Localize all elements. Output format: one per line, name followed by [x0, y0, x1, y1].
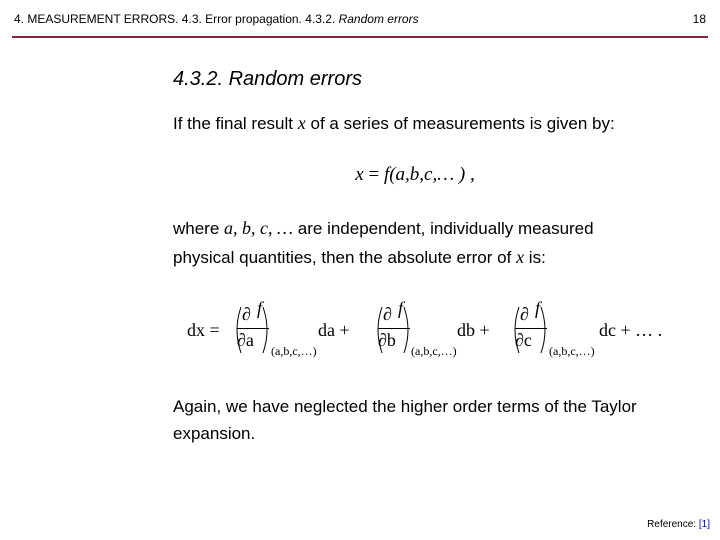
quantities-tail: is: [528, 248, 546, 267]
f-symbol: f [257, 298, 263, 318]
where-lead: where [173, 219, 220, 238]
f-symbol: f [535, 298, 541, 318]
term-da: da + [318, 320, 350, 340]
partial-symbol: ∂ [520, 304, 529, 324]
eq-equals: = [368, 164, 380, 185]
intro-text-rest: of a series of measurements is given by: [310, 114, 615, 133]
section-title: 4.3.2. Random errors [173, 68, 362, 90]
breadcrumb-path: 4. MEASUREMENT ERRORS. 4.3. Error propagation. 4.3.2. [14, 12, 336, 26]
error-lhs: dx = [187, 320, 220, 340]
eval-point: (a,b,c,…) [549, 344, 595, 358]
quantities-var: x [516, 247, 525, 267]
reference-label: Reference: [647, 519, 697, 530]
quantities-text: physical quantities, then the absolute error of [173, 248, 512, 267]
intro-text: If the final result [173, 114, 294, 133]
eq-function: f [383, 164, 390, 185]
where-rest: are independent, individually measured [297, 219, 594, 238]
intro-var: x [297, 113, 306, 133]
breadcrumb-current: Random errors [338, 12, 419, 26]
conclusion-paragraph: Again, we have neglected the higher order terms of the Taylor expansion. [173, 397, 637, 443]
eq-lhs: x [355, 164, 364, 185]
where-vars: a, b, c, … [224, 218, 294, 238]
eval-point: (a,b,c,…) [271, 344, 317, 358]
partial-symbol: ∂ [242, 304, 251, 324]
breadcrumb [14, 12, 419, 26]
partial-symbol: ∂ [383, 304, 392, 324]
function-equation [0, 164, 720, 186]
header-divider [12, 36, 708, 38]
quantities-paragraph [173, 246, 546, 269]
eval-point: (a,b,c,…) [411, 344, 457, 358]
reference [647, 519, 710, 530]
term-db: db + [457, 320, 490, 340]
denominator-a: ∂a [237, 330, 254, 350]
where-paragraph [173, 217, 594, 240]
f-symbol: f [398, 298, 404, 318]
reference-link[interactable]: [1] [698, 519, 710, 530]
eq-args: (a,b,c,… ) , [389, 164, 475, 185]
error-equation [187, 300, 707, 370]
denominator-b: ∂b [378, 330, 396, 350]
term-dc: dc + … . [599, 320, 663, 340]
denominator-c: ∂c [515, 330, 532, 350]
intro-paragraph [173, 112, 615, 135]
page-number: 18 [692, 12, 706, 26]
